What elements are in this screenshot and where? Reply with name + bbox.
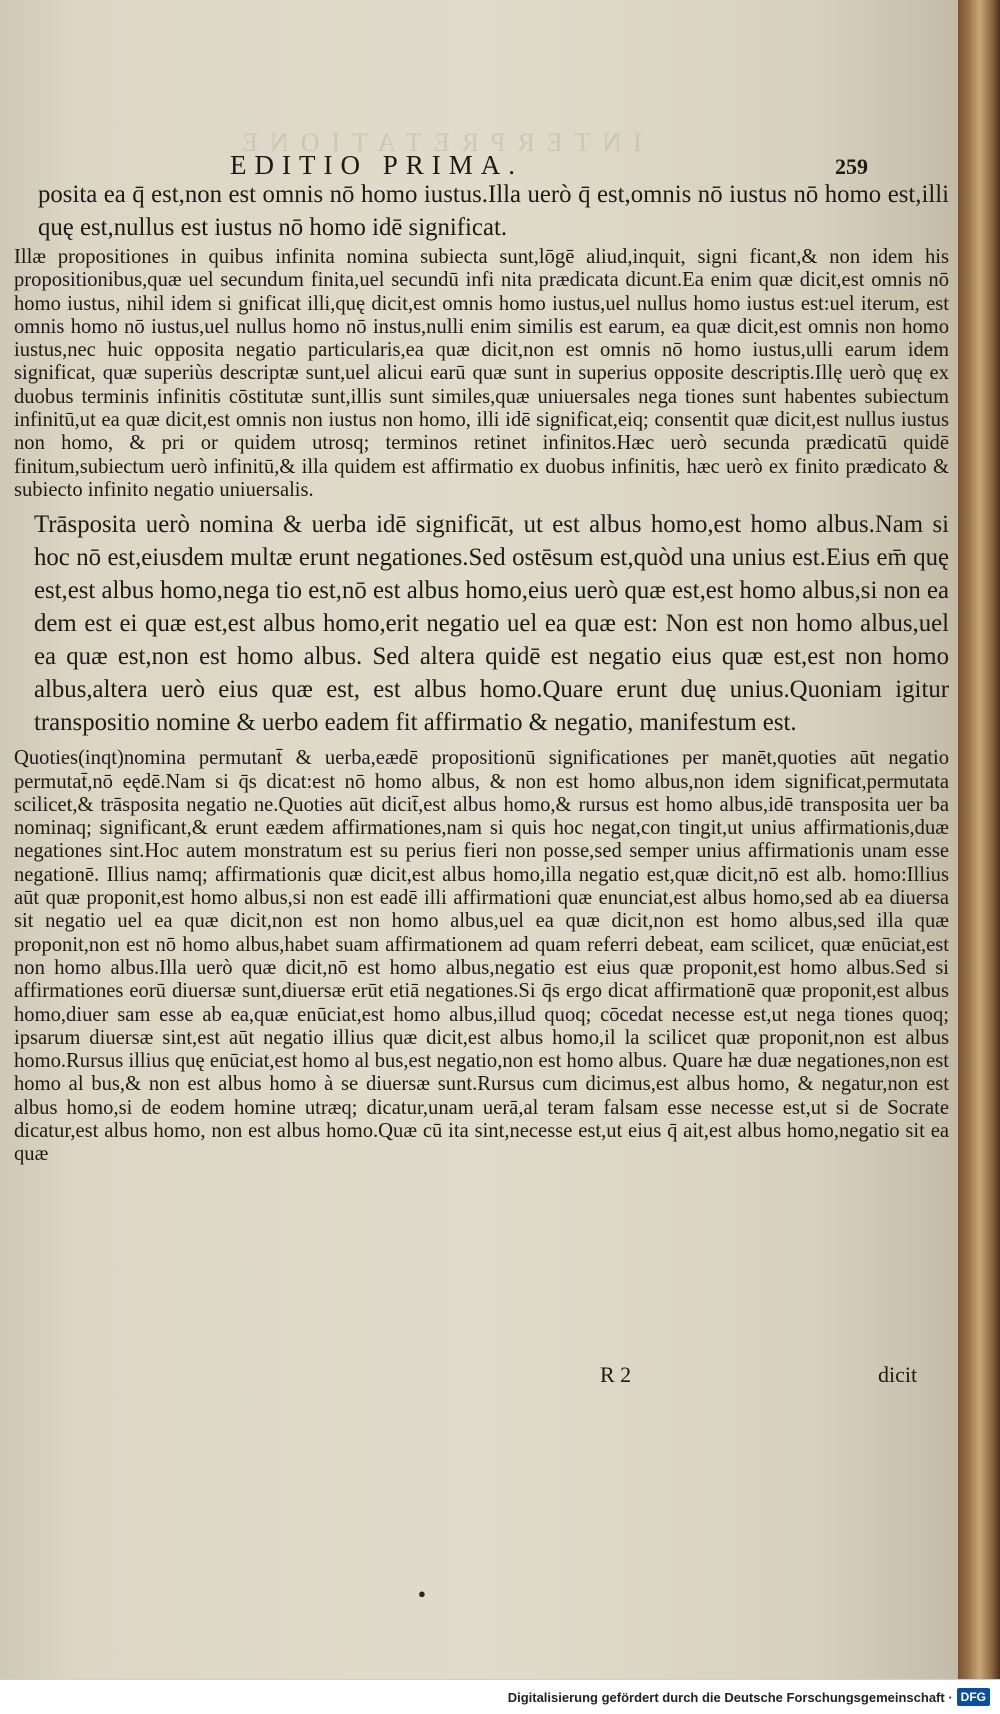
book-edge [955, 0, 1000, 1680]
dfg-logo: DFG [957, 1688, 990, 1706]
page-number: 259 [835, 154, 868, 179]
commentary-paragraph-1: Illæ propositiones in quibus infinita nomina subiecta sunt,lōgē aliud,inquit, signi ficant,& non idem his propositionibus,quæ uel secundum finita,uel secundū infi nita prædicata dicunt.Ea enim quæ dicit,est omnis nō homo iustus, nihil idem si gnificat illi,quę dicit,est omnis homo iustus,uel nullus homo iustus est:uel iterum, est omnis homo nō iustus,uel nullus homo nō instus,nulli enim similis est earum, ea quæ dicit,est omnis non homo iustus,nec huic opposita negatio particularis,ea quæ dicit,non est omnis nō homo iustus,ulli earum idem significat, quæ superiùs descriptæ sunt,uel alicui earū quæ sunt in superius opposite descriptis.Illę uerò quę ex duobus terminis infinitis cōstitutæ sunt,illis sunt similes,quæ uniuersales nega tiones sunt habentes subiectum infinitū,ut ea quæ dicit,est omnis non iustus non homo, illi idē significat,eiq; consentit quæ dicit,est nullus iustus non homo, & pri or quidem utrosq; terminos retinet infinitos.Hæc uerò secunda prædicatū quidē finitum,subiectum uerò infinitū,& illa quidem est affirmatio ex duobus infinitis, hæc uerò ex finito prædicato & subiecto infinito negatio uniuersalis. [14, 246, 949, 501]
aristotle-text-paragraph: Trāsposita uerò nomina & uerba idē significāt, ut est albus homo,est homo albus.Nam si hoc nō est,eiusdem multæ erunt negationes.Sed ostēsum est,quòd una unius est.Eius em̄ quę est,est albus homo,nega tio est,nō est albus homo,eius uerò quæ est,est homo albus,si non ea dem est ei quæ est,est albus homo,erit negatio uel ea quæ est: Non est non homo albus,uel ea quæ est,non est homo albus. Sed altera quidē est negatio eius quæ est,est non homo albus,altera uerò eius quæ est, est albus homo.Quare erunt duę unius.Quoniam igitur transpositio nomine & uerbo eadem fit affirmatio & negatio, manifestum est. [34, 511, 949, 737]
ink-spot-icon: ● [418, 1586, 426, 1601]
running-head [230, 150, 918, 181]
continuation-text: posita ea q̄ est,non est omnis nō homo iustus.Illa uerò q̄ est,omnis nō iustus nō homo est,illi quę est,nullus est iustus nō homo idē significat. [38, 181, 949, 241]
signature-mark: R 2 [600, 1362, 632, 1387]
digitization-credit-bar [0, 1679, 1000, 1714]
running-title: EDITIO PRIMA. [230, 150, 523, 180]
catchword: dicit [878, 1362, 918, 1387]
show-through-text: INTERPRETATIONE [230, 128, 642, 157]
credit-text: Digitalisierung gefördert durch die Deutsche Forschungsgemeinschaft · [507, 1689, 953, 1705]
main-text-block [14, 178, 949, 1167]
commentary-paragraph-2: Quoties(inqt)nomina permutant̄ & uerba,eædē propositionū significationes per manēt,quoties aūt negatio permutat̄,nō eędē.Nam si q̄s dicat:est nō homo albus, & non est homo albus,non idem significat,permutata scilicet,& trāsposita negatio ne.Quoties aūt dicit̄,est albus homo,& rursus est homo albus,idē transposita uer ba nominaq; significant,& erunt eædem affirmationes,nam si quis hoc negat,con tingit,ut unius affirmationis,duæ negationes sint.Hoc autem monstratum est su perius fieri non posse,sed semper unius affirmationis unam esse negationē. Illius namq; affirmationis quæ dicit,est albus homo,illa negatio est,quæ dicit,nō est alb. homo:Illius aūt quæ proponit,est homo albus,si non est eadē illi affirmationi quæ enunciat,est albus homo,sed ab ea diuersa sit negatio uel ea quæ dicit,non est non homo albus,uel ea quæ dicit,non est homo albus,sed illa quæ proponit,non est nō homo albus,habet suam affirmationem ad quam referri debeat, eam scilicet, quæ enūciat,est non homo albus.Illa uerò quæ dicit,nō est homo albus,negatio est eius quæ proponit,est homo albus.Sed si affirmationes eorū diuersæ sunt,diuersæ erūt etiā negationes.Si q̄s ergo dicat affirmationē quæ proponit,est albus homo,diuer sam esse ab ea,quæ enūciat,est homo albus,illud quoq; cōcedat necesse est,ut nega tiones quoq; ipsarum diuersæ sint,est aūt negatio illius quæ dicit,est albus homo,il la scilicet quæ proponit,non est albus homo.Rursus illius quę enūciat,est homo al bus,est negatio,non est homo albus. Quare hæ duæ negationes,non est homo al bus,& non est albus homo à se diuersæ sunt.Rursus cum dicimus,est albus homo, & negatur,non est albus homo,si de eodem homine utræq; dicatur,unam uerā,al teram falsam esse necesse est,ut si de Socrate dicatur,est albus homo, non est albus homo.Quæ cū ita sint,necesse est,ut eius q̄ ait,est albus homo,negatio sit ea quæ [14, 747, 949, 1166]
